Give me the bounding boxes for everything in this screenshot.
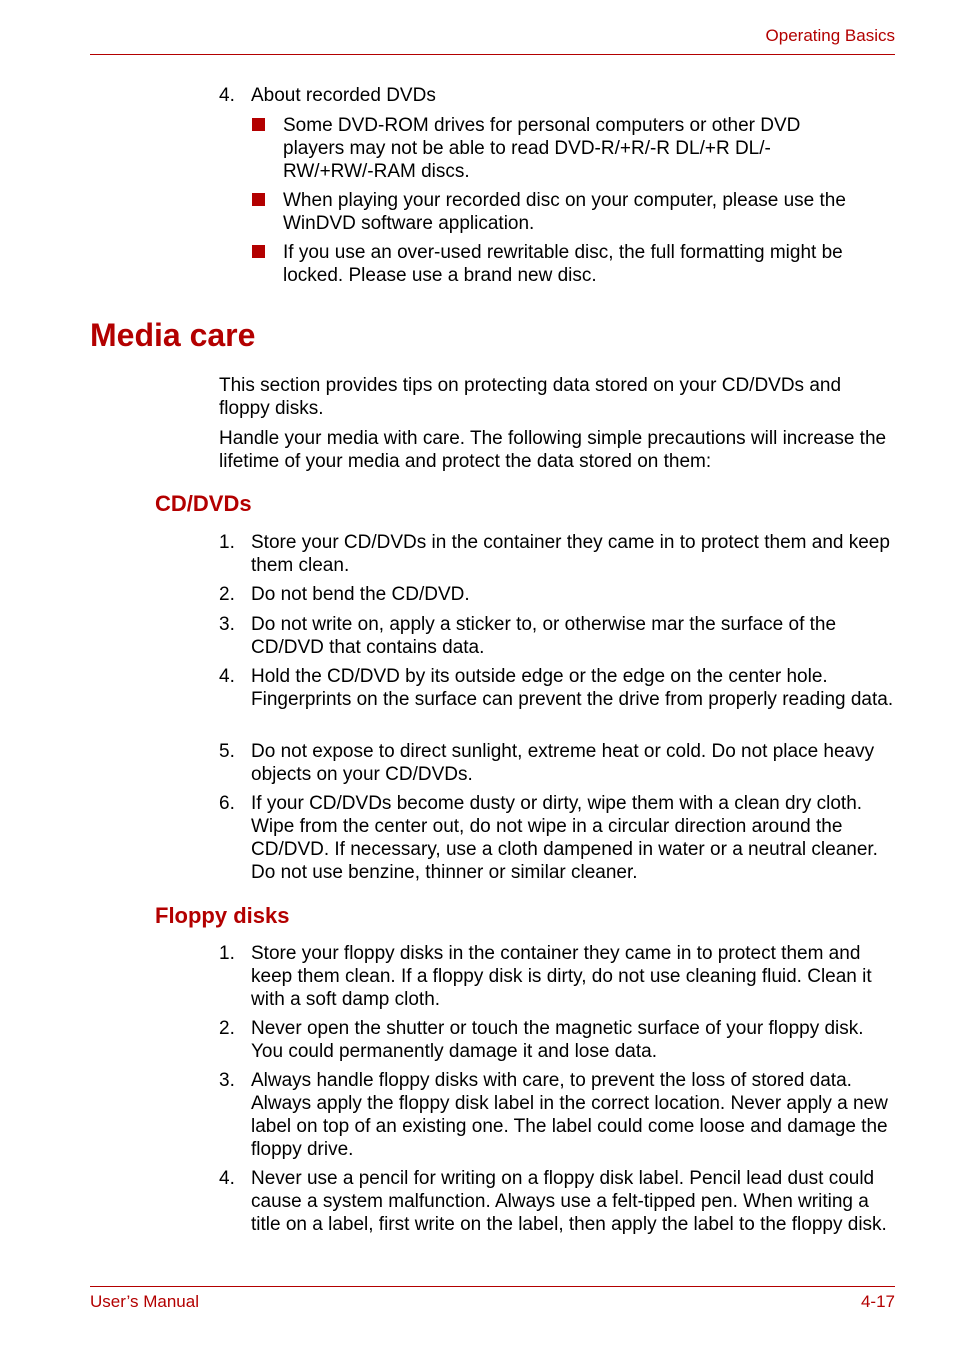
bullet-item: [252, 189, 895, 235]
bullet-text: When playing your recorded disc on your computer, please use the WinDVD software application.: [283, 190, 846, 234]
bullet-square-icon: [252, 245, 265, 258]
list-text: Store your floppy disks in the container they came in to protect them and keep them clean. If a floppy disk is dirty, do not use cleaning fluid. Clean it with a soft damp cloth.: [251, 943, 872, 1010]
list-number: 1.: [219, 532, 235, 553]
list-text: Never open the shutter or touch the magnetic surface of your floppy disk. You could permanently damage it and lose data.: [251, 1018, 864, 1062]
subsection-heading-floppy-disks: Floppy disks: [155, 903, 290, 928]
subsection-heading-cd-dvds: CD/DVDs: [155, 491, 252, 516]
bullet-square-icon: [252, 193, 265, 206]
list-text: If your CD/DVDs become dusty or dirty, wipe them with a clean dry cloth. Wipe from the center out, do not wipe in a circular direction around the CD/DVD. If necessary, use a cloth dampened in water or a neutral cleaner. Do not use benzine, thinner or similar cleaner.: [251, 793, 878, 883]
list-number: 6.: [219, 793, 235, 814]
list-item: [219, 792, 895, 884]
list-text: About recorded DVDs: [251, 85, 436, 106]
bullet-text: Some DVD-ROM drives for personal computers or other DVD players may not be able to read DVD-R/+R/-R DL/+R DL/-RW/+RW/-RAM discs.: [283, 115, 801, 182]
bullet-item: [252, 241, 895, 287]
list-number: 4.: [219, 1168, 235, 1189]
list-text: Store your CD/DVDs in the container they came in to protect them and keep them clean.: [251, 532, 890, 576]
list-number: 2.: [219, 1018, 235, 1039]
list-item: [219, 583, 895, 606]
list-text: Do not write on, apply a sticker to, or otherwise mar the surface of the CD/DVD that contains data.: [251, 614, 837, 658]
list-text: Hold the CD/DVD by its outside edge or the edge on the center hole. Fingerprints on the surface can prevent the drive from properly reading data.: [251, 666, 894, 710]
bullet-item: [252, 114, 812, 183]
footer-manual-title: User’s Manual: [90, 1292, 199, 1311]
list-text: Do not expose to direct sunlight, extreme heat or cold. Do not place heavy objects on your CD/DVDs.: [251, 741, 875, 785]
list-number: 2.: [219, 584, 235, 605]
list-item: [219, 613, 895, 659]
list-item: [219, 1167, 895, 1236]
list-number: 3.: [219, 614, 235, 635]
list-number: 1.: [219, 943, 235, 964]
running-header-section: Operating Basics: [765, 26, 895, 45]
list-number: 5.: [219, 741, 235, 762]
list-text: Always handle floppy disks with care, to prevent the loss of stored data. Always apply the floppy disk label in the correct location. Never apply a new label on top of an existing one. The label could come loose and damage the floppy drive.: [251, 1070, 888, 1160]
intro-paragraph: This section provides tips on protecting data stored on your CD/DVDs and floppy disks.: [219, 375, 842, 419]
list-item: [219, 942, 895, 1011]
list-item: [219, 1017, 895, 1063]
list-item: [219, 531, 895, 577]
intro-paragraph: Handle your media with care. The following simple precautions will increase the lifetime of your media and protect the data stored on them:: [219, 428, 887, 472]
list-text: Do not bend the CD/DVD.: [251, 584, 470, 605]
bullet-square-icon: [252, 118, 265, 131]
list-item: [219, 740, 895, 786]
header-rule: [90, 54, 895, 55]
page-number: 4-17: [860, 1292, 895, 1311]
list-item: [219, 84, 895, 107]
list-item: [219, 665, 895, 711]
list-item: [219, 1069, 895, 1161]
list-number: 4.: [219, 85, 235, 106]
section-heading-media-care: Media care: [90, 317, 256, 353]
list-text: Never use a pencil for writing on a floppy disk label. Pencil lead dust could cause a system malfunction. Always use a felt-tipped pen. When writing a title on a label, first write on the label, then apply the label to the floppy disk.: [251, 1168, 887, 1235]
list-number: 4.: [219, 666, 235, 687]
footer-rule: [90, 1286, 895, 1287]
bullet-text: If you use an over-used rewritable disc, the full formatting might be locked. Please use a brand new disc.: [283, 242, 843, 286]
list-number: 3.: [219, 1070, 235, 1091]
